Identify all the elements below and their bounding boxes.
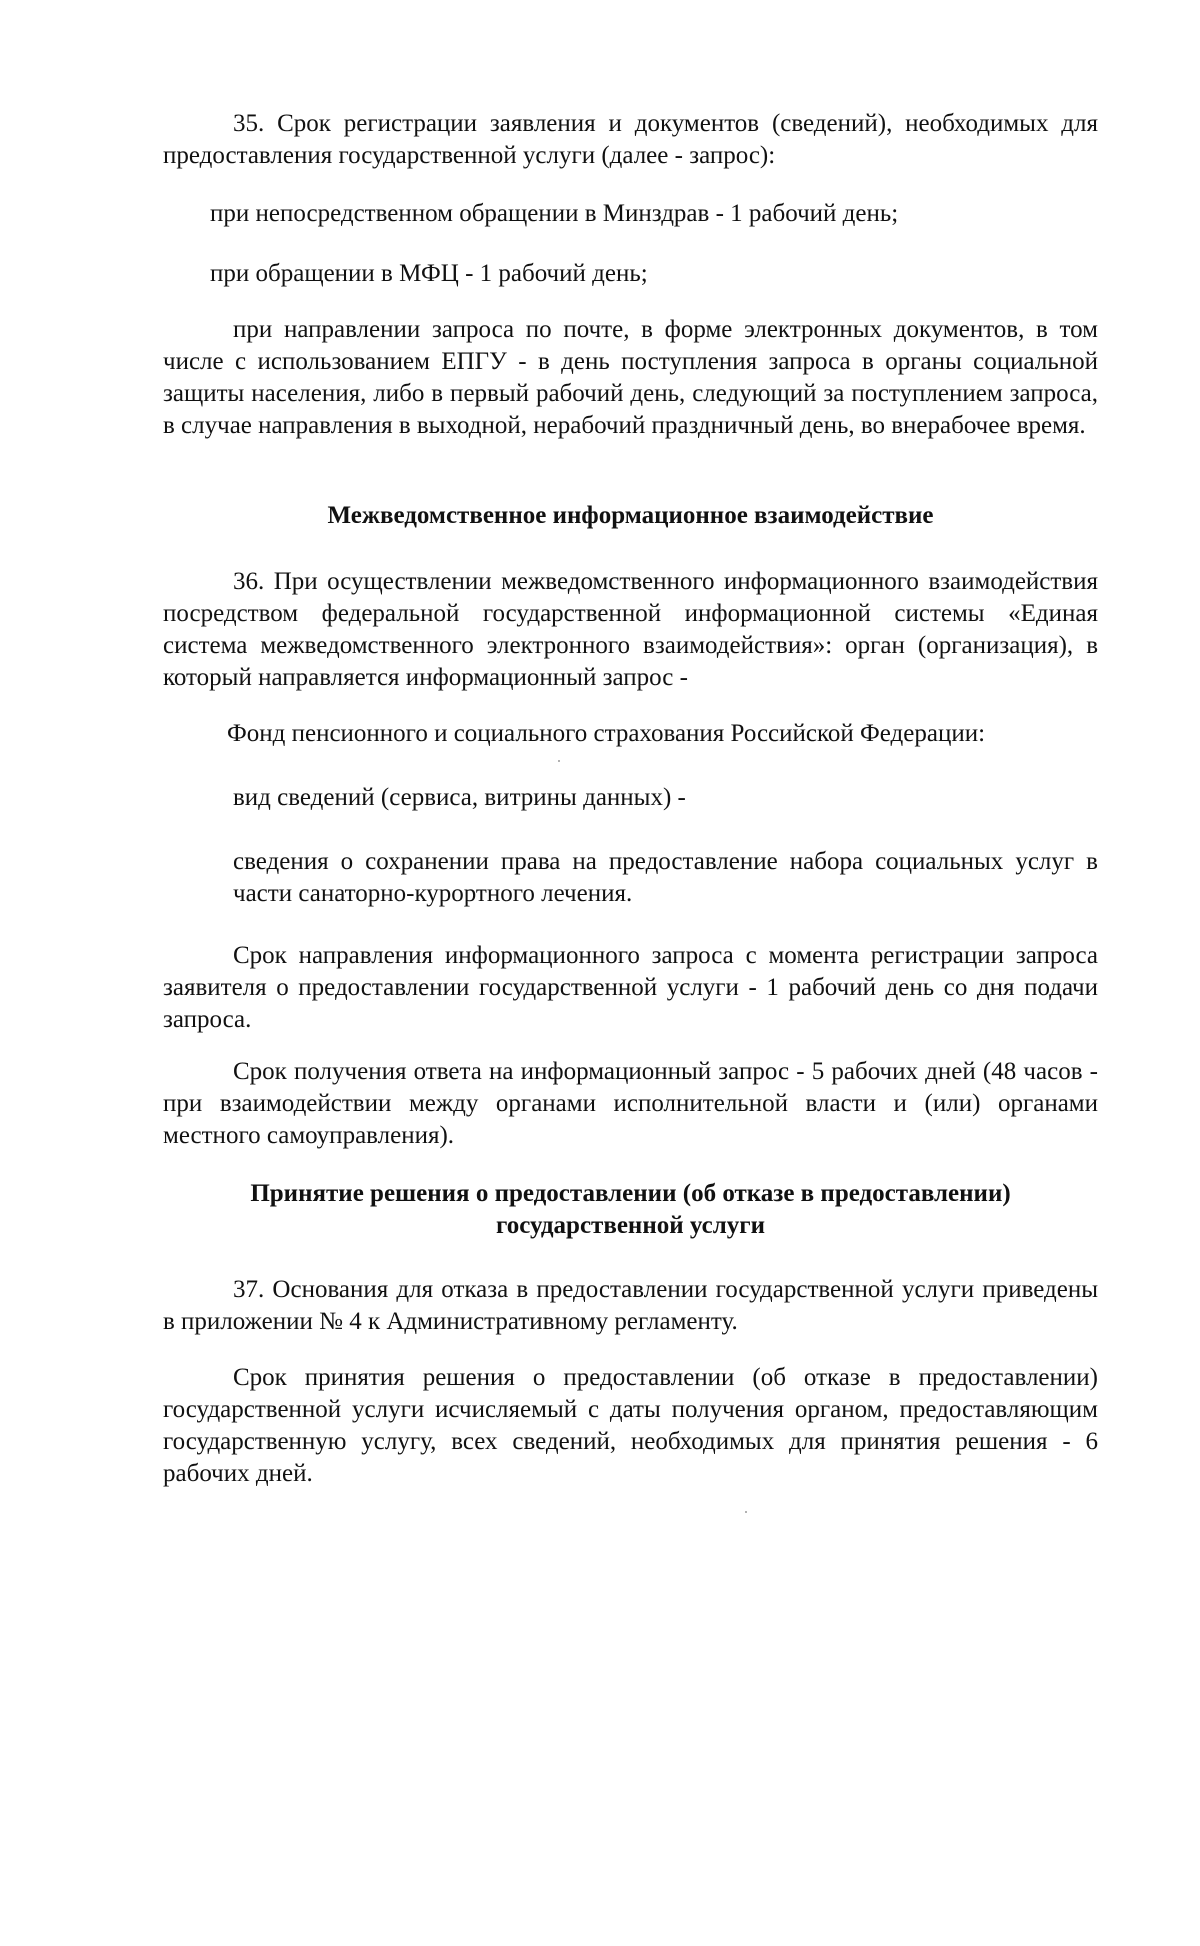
paragraph-36-kind: вид сведений (сервиса, витрины данных) - — [233, 784, 686, 811]
paragraph-35-mail: при направлении запроса по почте, в форме электронных документов, в том числе с использованием ЕПГУ - в день поступления запроса в органы социальной защиты населения, либо в первый рабочий день, следующий за поступлением запроса, в случае направления в выходной, нерабочий праздничный день, во внерабочее время. — [163, 316, 1098, 439]
heading-decision-line-1: Принятие решения о предоставлении (об отказе в предоставлении) — [250, 1180, 1011, 1207]
scan-speck — [558, 760, 560, 762]
paragraph-35: 35. Срок регистрации заявления и документов (сведений), необходимых для предоставления государственной услуги (далее - запрос): — [163, 110, 1098, 169]
paragraph-36-term-send: Срок направления информационного запроса с момента регистрации запроса заявителя о предоставлении государственной услуги - 1 рабочий день со дня подачи запроса. — [163, 942, 1098, 1033]
paragraph-36-term-answer: Срок получения ответа на информационный запрос - 5 рабочих дней (48 часов - при взаимодействии между органами исполнительной власти и (или) органами местного самоуправления). — [163, 1058, 1098, 1149]
heading-decision-line-2: государственной услуги — [495, 1212, 766, 1239]
paragraph-37-term: Срок принятия решения о предоставлении (об отказе в предоставлении) государственной услуги исчисляемый с даты получения органом, предоставляющим государственную услугу, всех сведений, необходимых для принятия решения - 6 рабочих дней. — [163, 1364, 1098, 1487]
paragraph-36-info: сведения о сохранении права на предоставление набора социальных услуг в части санаторно-курортного лечения. — [233, 848, 1098, 907]
paragraph-35-mfc: при обращении в МФЦ - 1 рабочий день; — [210, 260, 648, 287]
heading-interagency: Межведомственное информационное взаимодействие — [327, 502, 934, 529]
paragraph-36-fund: Фонд пенсионного и социального страхования Российской Федерации: — [227, 720, 986, 747]
paragraph-36: 36. При осуществлении межведомственного информационного взаимодействия посредством федеральной государственной информационной системы «Единая система межведомственного электронного взаимодействия»: орган (организация), в который направляется информационный запрос - — [163, 568, 1098, 691]
scan-speck — [745, 1511, 747, 1513]
paragraph-37: 37. Основания для отказа в предоставлении государственной услуги приведены в приложении № 4 к Административному регламенту. — [163, 1276, 1098, 1335]
paragraph-35-in-person: при непосредственном обращении в Минздрав - 1 рабочий день; — [210, 200, 899, 227]
